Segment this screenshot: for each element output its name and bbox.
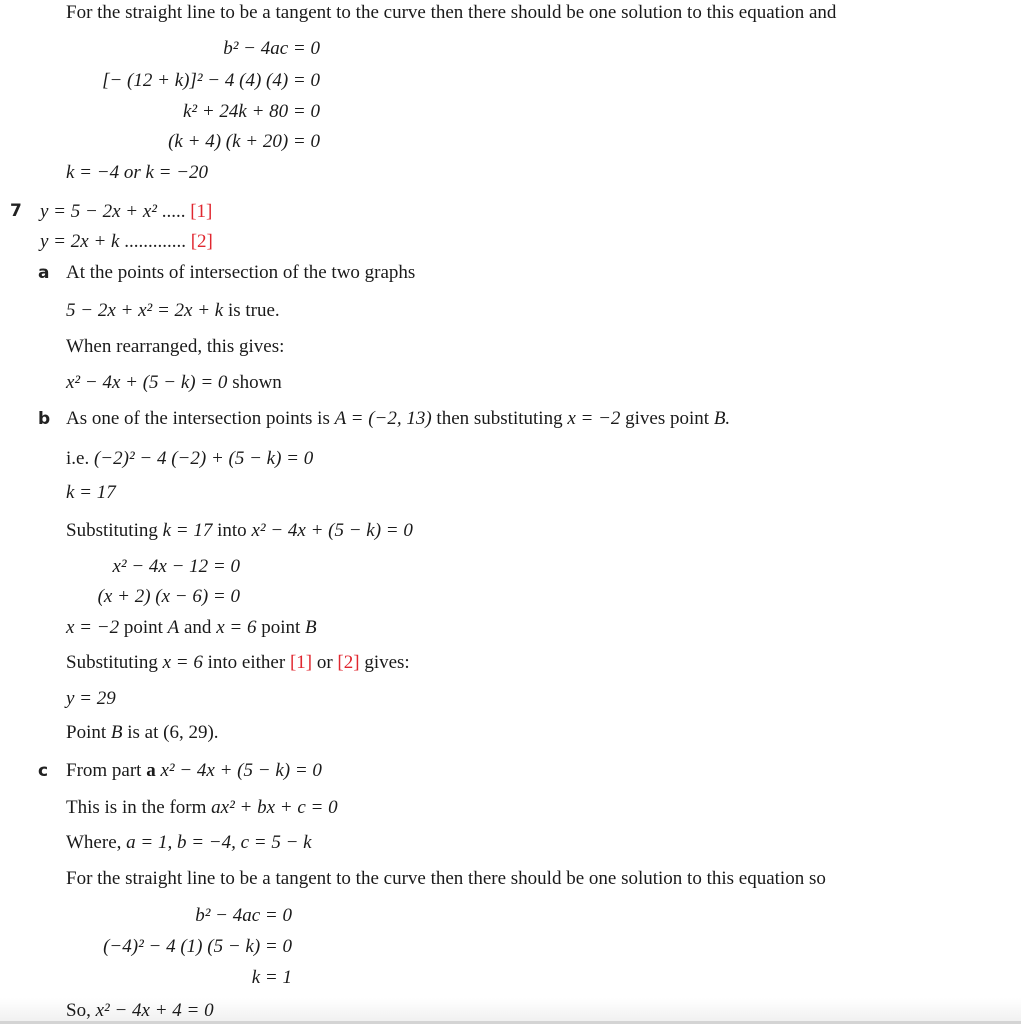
b-t1-pre: As one of the intersection points is (66, 408, 330, 429)
part-a-text3: When rearranged, this gives: (66, 336, 285, 357)
from-bold-a: a (146, 760, 156, 781)
part-c-where (66, 832, 312, 854)
points-t2: and (184, 617, 212, 638)
pointB-pre: Point (66, 722, 107, 743)
sub6-post: gives: (364, 652, 410, 673)
intro-result: k = −4 or k = −20 (66, 162, 209, 183)
part-a-shown: shown (232, 372, 282, 393)
part-a-text2 (66, 300, 280, 322)
so-pre: So, (66, 1000, 91, 1021)
pointB-post: is at (6, 29). (127, 722, 219, 743)
part-b-eq-a: x² − 4x − 12 = 0 (112, 556, 240, 577)
points-t3: point (261, 617, 301, 638)
sub6-or: or (316, 652, 333, 673)
points-eq2: x = 6 (216, 617, 257, 638)
part-c-eq3: k = 1 (251, 967, 292, 988)
part-b-pointB (66, 722, 219, 744)
part-c-tangent-text: For the straight line to be a tangent to the curve then there should be one solution to this equation so (66, 868, 826, 889)
ref-link-1[interactable]: [1] (289, 652, 313, 673)
sub6-mid: into either (207, 652, 286, 673)
intro-eq-quadratic: k² + 24k + 80 = 0 (182, 101, 320, 122)
eq1-text: y = 5 − 2x + x² (40, 201, 157, 222)
ref-link-2[interactable]: [2] (337, 652, 360, 673)
part-c-label: c (38, 761, 49, 781)
part-a-eq: 5 − 2x + x² = 2x + k (66, 300, 224, 321)
intro-tangent-text: For the straight line to be a tangent to the curve then there should be one solution to this equation and (66, 2, 837, 23)
part-b-sub6 (66, 652, 410, 674)
q7-equation-1 (40, 201, 212, 223)
ie-text: i.e. (66, 448, 90, 469)
intro-eq-expanded: [− (12 + k)]² − 4 (4) (4) = 0 (102, 70, 320, 91)
sub6-pre: Substituting (66, 652, 158, 673)
part-a-tail: is true. (227, 300, 280, 321)
points-B: B (305, 617, 317, 638)
intro-eq-factored: (k + 4) (k + 20) = 0 (168, 131, 320, 152)
so-eq: x² − 4x + 4 = 0 (95, 1000, 214, 1021)
part-c-eq1: b² − 4ac = 0 (195, 905, 292, 926)
sub6-eq: x = 6 (162, 652, 203, 673)
eq1-dots: ..... (161, 201, 186, 222)
where-pre: Where, (66, 832, 122, 853)
q7-equation-2 (40, 231, 213, 253)
form-eq: ax² + bx + c = 0 (211, 797, 338, 818)
part-b-k17: k = 17 (66, 482, 116, 503)
form-pre: This is in the form (66, 797, 207, 818)
part-a-rearranged-eq: x² − 4x + (5 − k) = 0 (66, 372, 228, 393)
part-c-from (66, 760, 322, 782)
part-b-label: b (38, 409, 51, 429)
b-t1-B: B. (713, 408, 731, 429)
ref-label-2[interactable]: [2] (190, 231, 213, 252)
part-c-eq2: (−4)² − 4 (1) (5 − k) = 0 (103, 936, 292, 957)
from-pre: From part (66, 760, 142, 781)
b-t1-eq2: x = −2 (567, 408, 621, 429)
b-t1-eq: A = (−2, 13) (334, 408, 432, 429)
pointB-B: B (110, 722, 123, 743)
from-eq: x² − 4x + (5 − k) = 0 (160, 760, 322, 781)
part-b-points (66, 617, 317, 639)
points-t1: point (123, 617, 163, 638)
points-A: A (167, 617, 180, 638)
b-t1-post: gives point (625, 408, 710, 429)
part-b-ie (66, 448, 313, 470)
part-a-label: a (38, 263, 50, 283)
subst-mid: into (217, 520, 247, 541)
intro-eq-discriminant: b² − 4ac = 0 (223, 38, 320, 59)
eq2-text: y = 2x + k (40, 231, 120, 252)
part-c-form (66, 797, 338, 819)
where-eq: a = 1, b = −4, c = 5 − k (126, 832, 312, 853)
part-a-text4 (66, 372, 282, 394)
ie-eq: (−2)² − 4 (−2) + (5 − k) = 0 (93, 448, 314, 469)
subst-eq: k = 17 (162, 520, 213, 541)
eq2-dots: ............. (124, 231, 186, 252)
part-b-subst (66, 520, 413, 542)
subst-pre: Substituting (66, 520, 158, 541)
points-eq1: x = −2 (66, 617, 120, 638)
part-b-y29: y = 29 (66, 688, 116, 709)
part-b-eq-b: (x + 2) (x − 6) = 0 (97, 586, 240, 607)
question-number: 7 (10, 201, 22, 221)
part-b-text1 (66, 408, 730, 430)
part-c-so (66, 1000, 214, 1022)
ref-label-1[interactable]: [1] (190, 201, 213, 222)
part-a-text1: At the points of intersection of the two graphs (66, 262, 416, 283)
subst-eq2: x² − 4x + (5 − k) = 0 (251, 520, 413, 541)
b-t1-mid: then substituting (436, 408, 563, 429)
